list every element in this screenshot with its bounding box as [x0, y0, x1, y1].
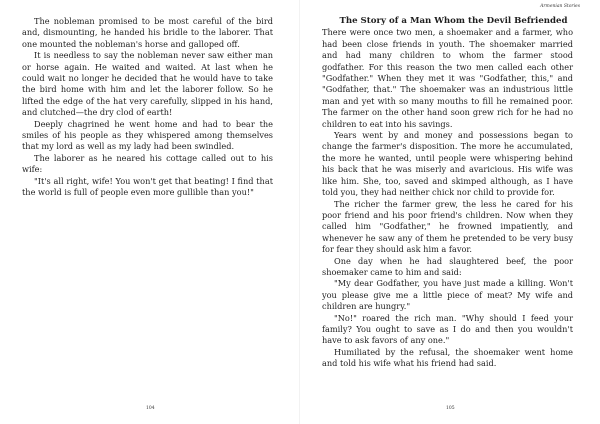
paragraph: The richer the farmer grew, the less he cared for his poor friend and his poor friend's children. Now when they called him "Godfather," he frowned impatiently, and whenever he saw any of them he pretended to be very busy for fear they should ask him a favor. [322, 198, 573, 255]
left-page-text [22, 16, 273, 199]
paragraph: "It's all right, wife! You won't get that beating! I find that the world is full of people even more gullible than you!" [22, 175, 273, 198]
paragraph: "My dear Godfather, you have just made a killing. Won't you please give me a little piece of meat? My wife and children are hungry." [322, 278, 573, 312]
running-head: Armenian Stories [540, 4, 580, 9]
paragraph: The laborer as he neared his cottage called out to his wife: [22, 152, 273, 175]
paragraph: One day when he had slaughtered beef, the poor shoemaker came to him and said: [322, 255, 573, 277]
paragraph: There were once two men, a shoemaker and a farmer, who had been close friends in youth. The shoemaker married and had many children to whom the farmer stood godfather. For this reason the two men called each other "Godfather." When they met it was "Godfather, this," and "Godfather, that." The shoemaker was an industrious little man and yet with so many mouths to fill he remained poor. The farmer on the other hand soon grew rich for he had no children to eat into his savings. [322, 27, 573, 129]
story-title: The Story of a Man Whom the Devil Befriended [339, 16, 568, 26]
page-number: 105 [446, 406, 455, 411]
paragraph: The nobleman promised to be most careful of the bird and, dismounting, he handed his bridle to the laborer. That one mounted the nobleman's horse and galloped off. [22, 16, 273, 49]
right-page-text [322, 16, 573, 370]
paragraph: Deeply chagrined he went home and had to bear the smiles of his people as they whispered among themselves that my lord as well as my lady had been swindled. [22, 118, 273, 152]
paragraph: It is needless to say the nobleman never saw either man or horse again. He waited and waited. At last when he could wait no longer he decided that he would have to take the bird home with him and let the laborer follow. So he lifted the edge of the hat very carefully, slipped in his hand, and clutched—the dry clod of earth! [22, 50, 273, 118]
right-page [300, 0, 600, 424]
paragraph: Years went by and money and possessions began to change the farmer's disposition. The more he accumulated, the more he wanted, until people were whispering behind his back that he was miserly and avaricious. His wife was like him. She, too, saved and skimped although, as I have told you, they had neither chick nor child to provide for. [322, 130, 573, 198]
paragraph: "No!" roared the rich man. "Why should I feed your family? You ought to save as I do and then you wouldn't have to ask favors of any one." [322, 312, 573, 346]
page-number: 104 [146, 406, 155, 411]
paragraph: Humiliated by the refusal, the shoemaker went home and told his wife what his friend had said. [322, 346, 573, 369]
